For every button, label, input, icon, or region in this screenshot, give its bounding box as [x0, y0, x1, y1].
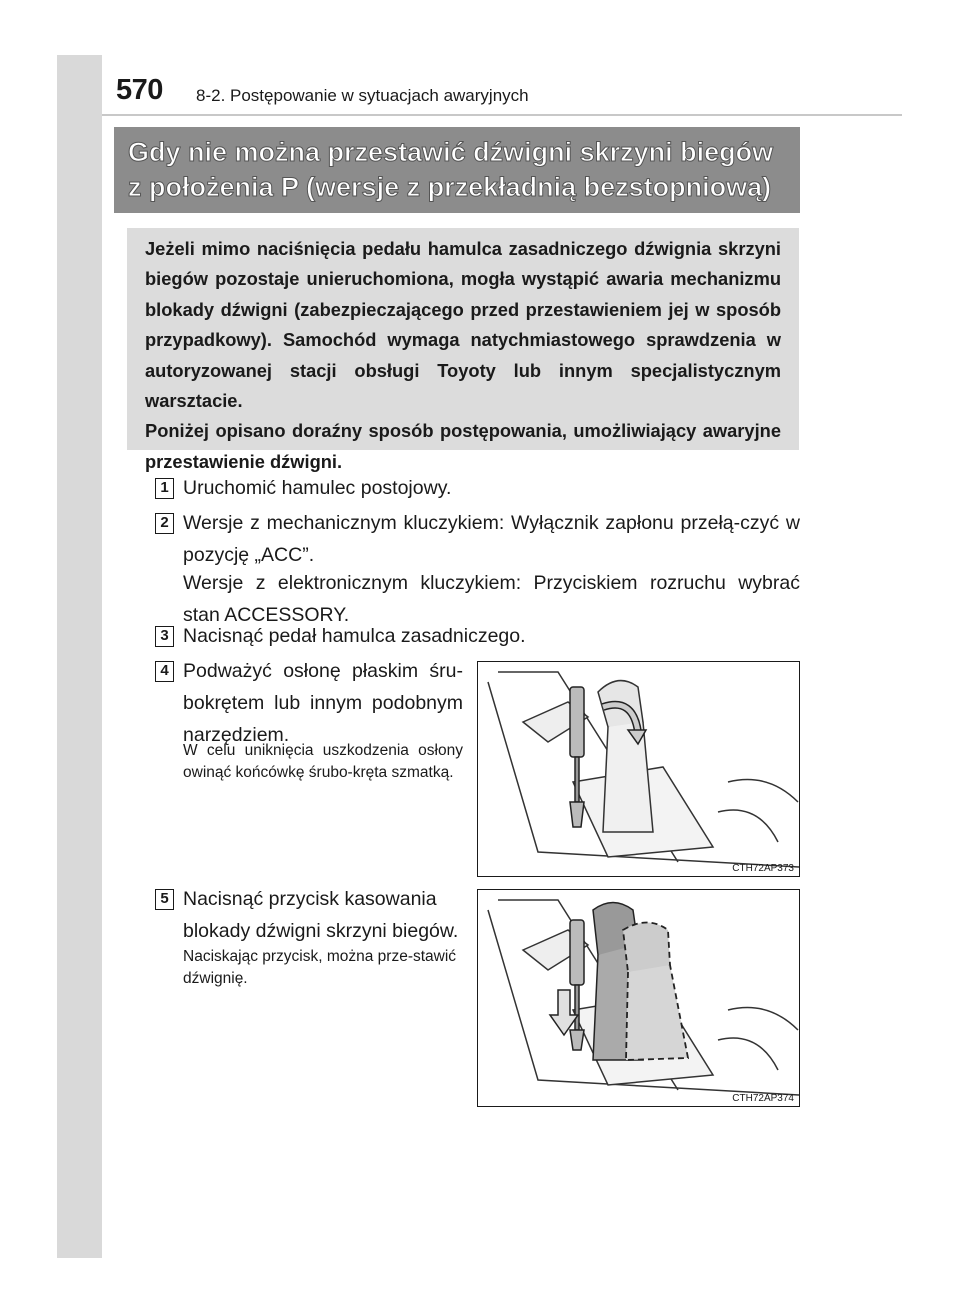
step-note-5: Naciskając przycisk, można prze-stawić dźwignię.: [183, 948, 457, 987]
page-number: 570: [116, 74, 163, 106]
step-number-4: 4: [155, 661, 174, 682]
figure-code: CTH72AP373: [732, 863, 794, 874]
intro-text: [145, 234, 781, 477]
shift-lock-release-illustration: [478, 890, 799, 1106]
section-title-box: [114, 127, 800, 213]
section-title-line-1: Gdy nie można przestawić dźwigni skrzyni biegów: [128, 137, 774, 167]
step-number-1: 1: [155, 478, 174, 499]
step-text-2: Wersje z mechanicznym kluczykiem: Wyłącznik zapłonu przełą-czyć w pozycję „ACC”.: [183, 512, 800, 566]
step-text-3: Nacisnąć pedał hamulca zasadniczego.: [183, 625, 526, 647]
step-text-4: Podważyć osłonę płaskim śru-bokrętem lub innym podobnym narzędziem.: [183, 660, 463, 746]
intro-paragraph-2: Poniżej opisano doraźny sposób postępowania, umożliwiający awaryjne przestawienie dźwigni.: [145, 420, 781, 472]
chapter-title: 8-2. Postępowanie w sytuacjach awaryjnych: [196, 86, 529, 105]
step-number-2: 2: [155, 513, 174, 534]
header-divider: [102, 114, 902, 116]
step-text-5: Nacisnąć przycisk kasowania blokady dźwigni skrzyni biegów.: [183, 888, 459, 942]
figure-shift-lock-release: [477, 889, 800, 1107]
step-number-3: 3: [155, 626, 174, 647]
intro-box: [127, 228, 799, 472]
step-note-4: W celu uniknięcia uszkodzenia osłony owinąć końcówkę śrubo-kręta szmatką.: [183, 742, 463, 781]
section-title: [128, 135, 793, 205]
intro-paragraph-1: Jeżeli mimo naciśnięcia pedału hamulca zasadniczego dźwignia skrzyni biegów pozostaje unieruchomiona, mogła wystąpić awaria mechanizmu blokady dźwigni (zabezpieczającego przed przestawieniem jej w sposób przypadkowy). Samochód wymaga natychmiastowego sprawdzenia w autoryzowanej stacji obsługi Toyoty lub innym specjalistycznym warsztacie.: [145, 238, 781, 412]
section-title-line-2: z położenia P (wersje z przekładnią bezstopniową): [128, 172, 772, 202]
step-number-5: 5: [155, 889, 174, 910]
figure-lever-cover: [477, 661, 800, 877]
page-sidebar-tab: [57, 55, 102, 1258]
figure-code: CTH72AP374: [732, 1093, 794, 1104]
shift-lever-illustration: [478, 662, 799, 876]
step-text-2b: Wersje z elektronicznym kluczykiem: Przyciskiem rozruchu wybrać stan ACCESSORY.: [183, 572, 800, 626]
step-text-1: Uruchomić hamulec postojowy.: [183, 477, 452, 499]
